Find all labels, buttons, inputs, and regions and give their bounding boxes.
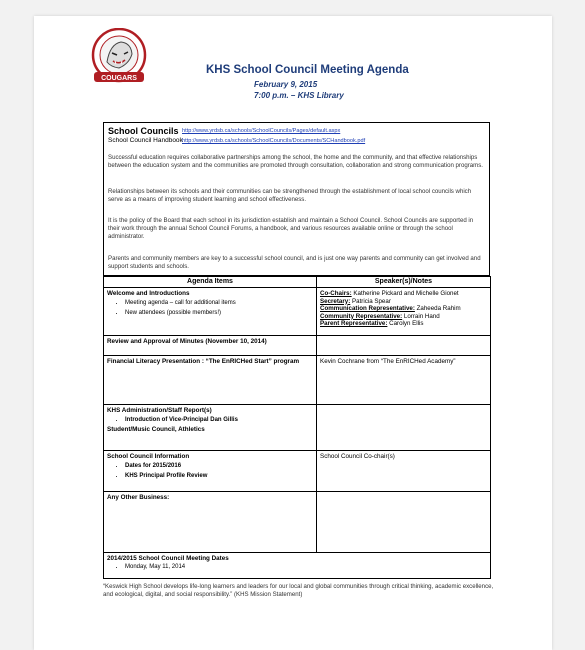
role-name: Carolyn Ellis — [389, 320, 424, 327]
table-row — [104, 336, 491, 356]
agenda-item-title: KHS Administration/Staff Report(s) — [107, 407, 212, 414]
agenda-item-title: Welcome and Introductions — [107, 290, 190, 297]
agenda-item-title: School Council Information — [107, 453, 190, 460]
intro-paragraph: It is the policy of the Board that each school in its jurisdiction establish and maintain a School Council. School Councils are supported in their work through the annual School Council Forums, a handbook, and various resources available online or through the school administrator. — [108, 217, 474, 241]
school-logo — [88, 28, 150, 86]
col-header-agenda: Agenda Items — [104, 277, 317, 288]
meeting-time-place: 7:00 p.m. – KHS Library — [254, 91, 344, 100]
meeting-date: February 9, 2015 — [254, 80, 318, 89]
agenda-item-subtitle: Student/Music Council, Athletics — [107, 426, 205, 433]
table-row — [104, 405, 491, 451]
table-row — [104, 356, 491, 405]
table-row — [104, 451, 491, 492]
table-row — [104, 288, 491, 336]
agenda-item-title: Financial Literacy Presentation : “The EnRICHed Start” program — [104, 356, 317, 405]
agenda-item-title: 2014/2015 School Council Meeting Dates — [107, 555, 229, 562]
page-title: KHS School Council Meeting Agenda — [206, 64, 409, 76]
agenda-item-title: Review and Approval of Minutes (November 10, 2014) — [104, 336, 317, 356]
agenda-bullet: • KHS Principal Profile Review — [125, 472, 313, 481]
role-label: Parent Representative: — [320, 320, 388, 327]
handbook-label: School Council Handbook — [108, 137, 183, 144]
speaker-note: Kevin Cochrane from “The EnRICHed Academy” — [317, 356, 491, 405]
agenda-table — [103, 276, 491, 579]
role-name: Lorrain Hand — [403, 312, 440, 320]
agenda-bullet: • New attendees (possible members!) — [125, 309, 313, 318]
speaker-note: School Council Co-chair(s) — [317, 451, 491, 492]
agenda-bullet: • Dates for 2015/2016 — [125, 462, 313, 471]
role-name: Zaheeda Rahim — [416, 305, 461, 312]
role-name: Katherine Pickard and Michelle Gionet — [353, 290, 459, 297]
agenda-bullet: • Meeting agenda – call for additional items — [125, 299, 313, 308]
role-label: Communication Representative: — [320, 305, 415, 312]
table-row — [104, 492, 491, 553]
school-councils-box — [103, 122, 490, 276]
role-name: Patricia Spear — [352, 297, 391, 305]
school-councils-link[interactable]: http://www.yrdsb.ca/schools/SchoolCouncils/Pages/default.aspx — [182, 128, 341, 134]
agenda-bullet: • Monday, May 11, 2014 — [125, 563, 487, 572]
agenda-bullet: • Introduction of Vice-Principal Dan Gillis — [125, 416, 313, 425]
handbook-link[interactable]: http://www.yrdsb.ca/schools/SchoolCouncils/Documents/SCHandbook.pdf — [182, 138, 366, 144]
col-header-speakers: Speaker(s)/Notes — [317, 277, 491, 288]
table-row — [104, 553, 491, 579]
mission-statement: “Keswick High School develops life-long learners and leaders for our local and global communities through critical thinking, academic excellence, and ecological, digital, and social responsibility.” (KHS Mission Statement) — [103, 583, 494, 598]
school-councils-label: School Councils — [108, 126, 179, 136]
intro-paragraph: Successful education requires collaborative partnerships among the school, the home and the community, and that effective relationships between the education system and the communities are promoted through consultation, collaboration and strong communication programs. — [108, 154, 483, 170]
role-label: Community Representative: — [320, 312, 403, 320]
intro-paragraph: Parents and community members are key to a successful school council, and is just one way parents and community can get involved and support students and schools. — [108, 255, 481, 271]
agenda-item-title: Any Other Business: — [104, 492, 317, 553]
svg-text:COUGARS: COUGARS — [101, 75, 137, 82]
role-label: Co-Chairs: — [320, 290, 352, 297]
intro-paragraph: Relationships between its schools and their communities can be strengthened through the establishment of local school councils which serve as a means of improving student learning and school effectiveness. — [108, 188, 472, 204]
role-label: Secretary: — [320, 297, 351, 305]
